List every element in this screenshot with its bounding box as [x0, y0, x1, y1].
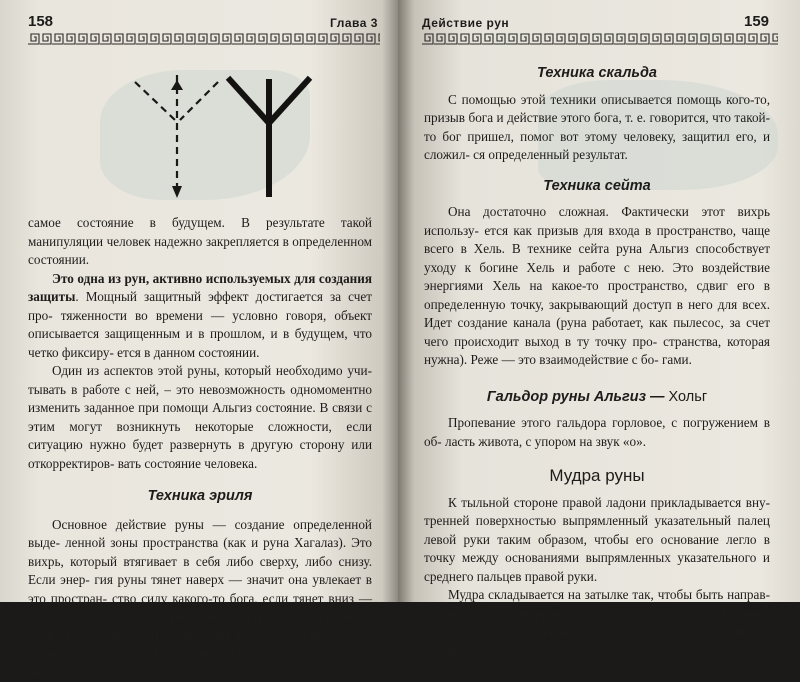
heading-seid: Техника сейта [424, 177, 770, 196]
paragraph-1: самое состояние в будущем. В результате такой манипуляции человек надежно закрепляется в определенном состоянии. [28, 214, 372, 270]
page-number-left: 158 [28, 13, 53, 30]
greek-key-border-right [422, 33, 778, 45]
left-body-text [28, 214, 372, 682]
heading-skald: Техника скальда [424, 64, 770, 83]
right-page [398, 0, 800, 602]
right-body-text [424, 64, 770, 660]
heading-eril: Техника эриля [28, 487, 372, 506]
page-number-right: 159 [744, 13, 769, 30]
left-page [0, 0, 398, 602]
paragraph-mudra-2: Мудра складывается на затылке так, чтобы быть направ- ленной вверх. Энергия руны Альгиз будет входить через руки и макушку головы, проходить всё тело и уходить в землю. [424, 586, 770, 660]
solid-algiz-rune-icon [230, 80, 308, 194]
dashed-rune-icon [135, 75, 218, 190]
paragraph-skald: С помощью этой техники описывается помощь кого-то, призыв бога и действие этого бога, т. е. говорится, что такой-то бог пришел, помог вот этому человеку, защитил его, и сложил- ся определенный результат. [424, 91, 770, 165]
paragraph-4: Основное действие руны — создание определенной выде- ленной зоны пространства (как и руна Хагалаз). Это вихрь, который втягивает в себя либо сверху, либо снизу. Если энер- гия руны тянет наверх — значит она увлекает в это простран- ство силу какого-то бога, если тянет вниз — значит вбирает в это пространство силу богини Смерти Хель. В этом про- странстве идет взаимодействие либо с Хель, либо с богами. Пространство прорабатывается этими энергиями. [28, 516, 372, 682]
heading-mudra: Мудра руны [424, 467, 770, 486]
heading-galdor: Гальдор руны Альгиз — Хольг [424, 388, 770, 407]
paragraph-seid: Она достаточно сложная. Фактически этот вихрь использу- ется как призыв для входа в пространство, чаще всего в Хель. В технике сейта руна Альгиз способствует уходу к богине Хель и работе с нею. Это воздействие энергиями Хель на какое-то пространство, сдвиг его в определенную точку, закрывающий доступ в него для всех. Идет создание канала (руна работает, как пылесос, за счет чего происходит выход в ту точку про- странства, которая нужна). Реже — это взаимодействие с бо- гами. [424, 203, 770, 370]
algiz-rune-diagram [100, 70, 340, 210]
paragraph-galdor: Пропевание этого гальдора горловое, с погружением в об- ласть живота, с упором на звук «о». [424, 414, 770, 451]
running-head-right: Действие рун [422, 16, 509, 30]
greek-key-border-left [28, 33, 380, 45]
running-head-left: Глава 3 [330, 16, 378, 30]
paragraph-3: Один из аспектов этой руны, который необходимо учи- тывать в работе с ней, – это невозможность одномоментно изменить заданное при помощи Альгиз состояние. В связи с этим могут возникнуть некоторые сложности, если ситуацию нужно будет развернуть в другую сторону или откорректиров- вать состояние человека. [28, 362, 372, 473]
paragraph-mudra-1: К тыльной стороне правой ладони прикладывается вну- тренней поверхностью выпрямленный указательный палец левой руки таким образом, чтобы его основание легло в точку между основаниями выпрямленных указательного и среднего пальцев правой руки. [424, 494, 770, 587]
paragraph-2: Это одна из рун, активно используемых для создания защиты. Мощный защитный эффект достигается за счет про- тяженности во времени — условно говоря, объект описывается защищенным и в прошлом, и в будущем, что четко фиксиру- ется в данном состоянии. [28, 270, 372, 363]
